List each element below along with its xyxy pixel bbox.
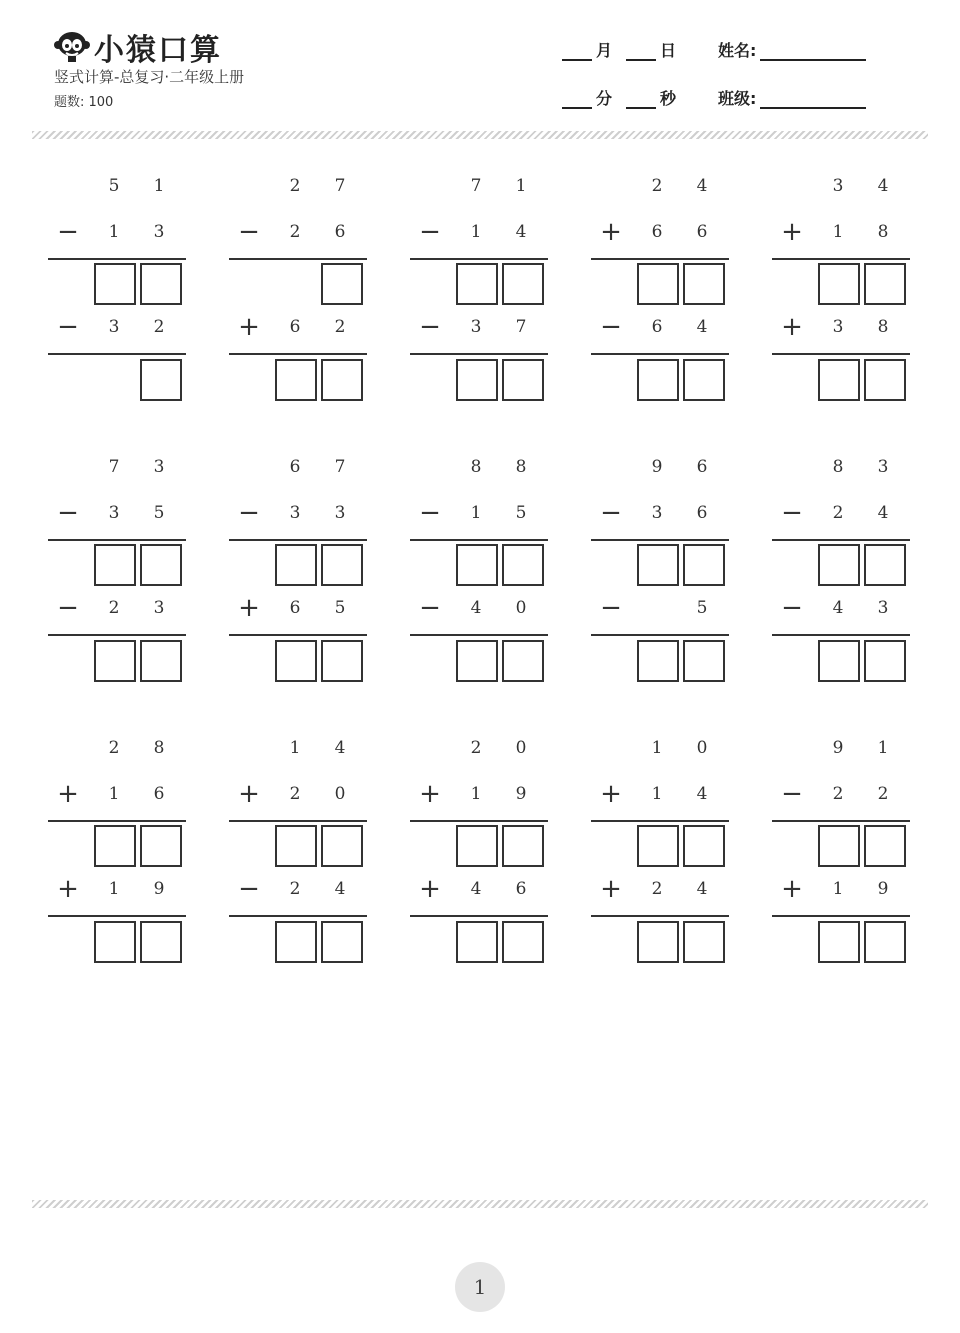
operator-sign: − bbox=[57, 217, 79, 247]
answer-box[interactable] bbox=[683, 359, 725, 401]
sum-line bbox=[229, 915, 367, 917]
n2-digit: 5 bbox=[153, 503, 165, 523]
sum-line bbox=[772, 915, 910, 917]
answer-box[interactable] bbox=[683, 263, 725, 305]
answer-box[interactable] bbox=[321, 921, 363, 963]
answer-box[interactable] bbox=[637, 359, 679, 401]
n3-digit: 5 bbox=[696, 598, 708, 618]
n3-digit: 2 bbox=[108, 598, 120, 618]
minute-label: 分 bbox=[596, 89, 613, 108]
answer-box[interactable] bbox=[456, 640, 498, 682]
answer-box[interactable] bbox=[637, 921, 679, 963]
answer-box[interactable] bbox=[321, 359, 363, 401]
answer-box[interactable] bbox=[502, 263, 544, 305]
n2-digit: 6 bbox=[153, 784, 165, 804]
n3-digit: 9 bbox=[877, 879, 889, 899]
answer-box[interactable] bbox=[818, 640, 860, 682]
operator-sign: + bbox=[238, 779, 260, 809]
answer-box[interactable] bbox=[864, 921, 906, 963]
problem-9 bbox=[591, 455, 729, 685]
sum-line bbox=[410, 915, 548, 917]
name-label: 姓名: bbox=[718, 41, 757, 60]
n1-digit: 3 bbox=[877, 457, 889, 477]
operator-sign: + bbox=[419, 874, 441, 904]
sum-line bbox=[48, 353, 186, 355]
answer-box[interactable] bbox=[140, 263, 182, 305]
n1-digit: 1 bbox=[877, 738, 889, 758]
answer-box[interactable] bbox=[864, 544, 906, 586]
n3-digit: 4 bbox=[334, 879, 346, 899]
n3-digit: 4 bbox=[696, 317, 708, 337]
sum-line bbox=[229, 353, 367, 355]
n3-digit: 3 bbox=[877, 598, 889, 618]
n1-digit: 9 bbox=[832, 738, 844, 758]
sum-line bbox=[229, 820, 367, 822]
n3-digit: 0 bbox=[515, 598, 527, 618]
sum-line bbox=[591, 539, 729, 541]
n1-digit: 2 bbox=[108, 738, 120, 758]
n2-digit: 3 bbox=[108, 503, 120, 523]
operator-sign: − bbox=[419, 498, 441, 528]
n1-digit: 4 bbox=[877, 176, 889, 196]
n1-digit: 3 bbox=[832, 176, 844, 196]
n1-digit: 7 bbox=[334, 176, 346, 196]
answer-box[interactable] bbox=[321, 263, 363, 305]
answer-box[interactable] bbox=[637, 544, 679, 586]
sum-line bbox=[229, 634, 367, 636]
n2-digit: 2 bbox=[832, 784, 844, 804]
n2-digit: 6 bbox=[696, 503, 708, 523]
operator-sign: − bbox=[57, 498, 79, 528]
operator-sign: − bbox=[238, 874, 260, 904]
n3-digit: 2 bbox=[334, 317, 346, 337]
operator-sign: − bbox=[57, 593, 79, 623]
n1-digit: 7 bbox=[334, 457, 346, 477]
operator-sign: + bbox=[238, 593, 260, 623]
answer-box[interactable] bbox=[683, 640, 725, 682]
answer-box[interactable] bbox=[864, 359, 906, 401]
operator-sign: − bbox=[781, 498, 803, 528]
sum-line bbox=[772, 539, 910, 541]
answer-box[interactable] bbox=[140, 825, 182, 867]
class-label: 班级: bbox=[718, 89, 757, 108]
answer-box[interactable] bbox=[864, 640, 906, 682]
n2-digit: 3 bbox=[651, 503, 663, 523]
answer-box[interactable] bbox=[140, 640, 182, 682]
n2-digit: 6 bbox=[651, 222, 663, 242]
operator-sign: − bbox=[419, 217, 441, 247]
n3-digit: 6 bbox=[289, 598, 301, 618]
answer-box[interactable] bbox=[275, 359, 317, 401]
n1-digit: 9 bbox=[651, 457, 663, 477]
answer-box[interactable] bbox=[321, 825, 363, 867]
n1-digit: 2 bbox=[470, 738, 482, 758]
sum-line bbox=[410, 634, 548, 636]
n1-digit: 0 bbox=[515, 738, 527, 758]
n1-digit: 3 bbox=[153, 457, 165, 477]
answer-box[interactable] bbox=[864, 263, 906, 305]
n1-digit: 1 bbox=[651, 738, 663, 758]
answer-box[interactable] bbox=[683, 921, 725, 963]
n1-digit: 2 bbox=[289, 176, 301, 196]
n3-digit: 9 bbox=[153, 879, 165, 899]
n3-digit: 6 bbox=[289, 317, 301, 337]
n3-digit: 6 bbox=[651, 317, 663, 337]
sheet-subtitle: 竖式计算-总复习·二年级上册 bbox=[54, 68, 245, 86]
sum-line bbox=[591, 258, 729, 260]
n3-digit: 8 bbox=[877, 317, 889, 337]
n3-digit: 1 bbox=[108, 879, 120, 899]
month-label: 月 bbox=[596, 41, 613, 60]
n3-digit: 3 bbox=[470, 317, 482, 337]
operator-sign: + bbox=[57, 779, 79, 809]
problem-count: 题数: 100 bbox=[54, 95, 114, 110]
sum-line bbox=[591, 820, 729, 822]
problem-13 bbox=[410, 736, 548, 966]
n1-digit: 4 bbox=[696, 176, 708, 196]
answer-box[interactable] bbox=[637, 825, 679, 867]
answer-box[interactable] bbox=[94, 544, 136, 586]
sum-line bbox=[591, 353, 729, 355]
n3-digit: 4 bbox=[832, 598, 844, 618]
answer-box[interactable] bbox=[637, 263, 679, 305]
sum-line bbox=[772, 820, 910, 822]
problem-3 bbox=[410, 174, 548, 404]
answer-box[interactable] bbox=[818, 544, 860, 586]
n3-digit: 3 bbox=[108, 317, 120, 337]
n3-digit: 2 bbox=[153, 317, 165, 337]
n2-digit: 6 bbox=[334, 222, 346, 242]
answer-box[interactable] bbox=[818, 263, 860, 305]
page-number: 1 bbox=[455, 1262, 505, 1312]
sum-line bbox=[410, 258, 548, 260]
operator-sign: − bbox=[419, 312, 441, 342]
answer-box[interactable] bbox=[818, 825, 860, 867]
sum-line bbox=[48, 915, 186, 917]
answer-box[interactable] bbox=[140, 359, 182, 401]
n1-digit: 8 bbox=[832, 457, 844, 477]
n1-digit: 1 bbox=[515, 176, 527, 196]
n2-digit: 3 bbox=[289, 503, 301, 523]
n2-digit: 6 bbox=[696, 222, 708, 242]
n2-digit: 8 bbox=[877, 222, 889, 242]
answer-box[interactable] bbox=[94, 263, 136, 305]
second-label: 秒 bbox=[660, 89, 677, 108]
operator-sign: + bbox=[781, 874, 803, 904]
answer-box[interactable] bbox=[94, 921, 136, 963]
answer-box[interactable] bbox=[456, 825, 498, 867]
n2-digit: 1 bbox=[470, 503, 482, 523]
answer-box[interactable] bbox=[502, 544, 544, 586]
problem-11 bbox=[48, 736, 186, 966]
answer-box[interactable] bbox=[321, 544, 363, 586]
answer-box[interactable] bbox=[818, 359, 860, 401]
n3-digit: 2 bbox=[651, 879, 663, 899]
n1-digit: 4 bbox=[334, 738, 346, 758]
answer-box[interactable] bbox=[94, 640, 136, 682]
n1-digit: 1 bbox=[289, 738, 301, 758]
n2-digit: 1 bbox=[832, 222, 844, 242]
answer-box[interactable] bbox=[275, 825, 317, 867]
brand-name: 小猿口算 bbox=[94, 33, 222, 68]
operator-sign: + bbox=[600, 874, 622, 904]
operator-sign: − bbox=[781, 779, 803, 809]
answer-box[interactable] bbox=[456, 263, 498, 305]
n3-digit: 4 bbox=[470, 879, 482, 899]
answer-box[interactable] bbox=[683, 825, 725, 867]
problem-14 bbox=[591, 736, 729, 966]
n3-digit: 3 bbox=[832, 317, 844, 337]
n2-digit: 4 bbox=[696, 784, 708, 804]
answer-box[interactable] bbox=[502, 825, 544, 867]
n2-digit: 3 bbox=[153, 222, 165, 242]
sum-line bbox=[772, 258, 910, 260]
n1-digit: 5 bbox=[108, 176, 120, 196]
problem-1 bbox=[48, 174, 186, 404]
n3-digit: 6 bbox=[515, 879, 527, 899]
n1-digit: 2 bbox=[651, 176, 663, 196]
sum-line bbox=[410, 353, 548, 355]
sum-line bbox=[410, 820, 548, 822]
n2-digit: 5 bbox=[515, 503, 527, 523]
n2-digit: 2 bbox=[289, 784, 301, 804]
n3-digit: 5 bbox=[334, 598, 346, 618]
operator-sign: + bbox=[781, 217, 803, 247]
problem-2 bbox=[229, 174, 367, 404]
answer-box[interactable] bbox=[275, 921, 317, 963]
n3-digit: 4 bbox=[696, 879, 708, 899]
n1-digit: 6 bbox=[696, 457, 708, 477]
n2-digit: 3 bbox=[334, 503, 346, 523]
n2-digit: 0 bbox=[334, 784, 346, 804]
problem-6 bbox=[48, 455, 186, 685]
sum-line bbox=[591, 634, 729, 636]
operator-sign: − bbox=[781, 593, 803, 623]
n2-digit: 2 bbox=[289, 222, 301, 242]
operator-sign: − bbox=[238, 217, 260, 247]
n3-digit: 3 bbox=[153, 598, 165, 618]
operator-sign: − bbox=[600, 312, 622, 342]
problem-5 bbox=[772, 174, 910, 404]
n2-digit: 1 bbox=[108, 784, 120, 804]
n2-digit: 1 bbox=[470, 784, 482, 804]
problem-12 bbox=[229, 736, 367, 966]
answer-box[interactable] bbox=[94, 825, 136, 867]
n2-digit: 9 bbox=[515, 784, 527, 804]
answer-box[interactable] bbox=[818, 921, 860, 963]
n1-digit: 8 bbox=[515, 457, 527, 477]
n1-digit: 6 bbox=[289, 457, 301, 477]
problem-10 bbox=[772, 455, 910, 685]
problem-15 bbox=[772, 736, 910, 966]
operator-sign: − bbox=[238, 498, 260, 528]
answer-box[interactable] bbox=[275, 640, 317, 682]
answer-box[interactable] bbox=[140, 921, 182, 963]
sum-line bbox=[410, 539, 548, 541]
day-label: 日 bbox=[660, 41, 677, 60]
answer-box[interactable] bbox=[502, 921, 544, 963]
answer-box[interactable] bbox=[683, 544, 725, 586]
operator-sign: − bbox=[57, 312, 79, 342]
sum-line bbox=[48, 539, 186, 541]
sum-line bbox=[48, 634, 186, 636]
n3-digit: 2 bbox=[289, 879, 301, 899]
answer-box[interactable] bbox=[140, 544, 182, 586]
operator-sign: − bbox=[419, 593, 441, 623]
answer-box[interactable] bbox=[456, 359, 498, 401]
n2-digit: 4 bbox=[877, 503, 889, 523]
answer-box[interactable] bbox=[502, 359, 544, 401]
n2-digit: 1 bbox=[108, 222, 120, 242]
sum-line bbox=[48, 820, 186, 822]
sum-line bbox=[591, 915, 729, 917]
answer-box[interactable] bbox=[275, 544, 317, 586]
answer-box[interactable] bbox=[864, 825, 906, 867]
operator-sign: − bbox=[600, 498, 622, 528]
answer-box[interactable] bbox=[456, 921, 498, 963]
operator-sign: + bbox=[57, 874, 79, 904]
n1-digit: 8 bbox=[153, 738, 165, 758]
sum-line bbox=[229, 258, 367, 260]
n1-digit: 7 bbox=[108, 457, 120, 477]
sum-line bbox=[48, 258, 186, 260]
sum-line bbox=[772, 634, 910, 636]
problem-8 bbox=[410, 455, 548, 685]
n3-digit: 4 bbox=[470, 598, 482, 618]
n1-digit: 1 bbox=[153, 176, 165, 196]
n2-digit: 1 bbox=[651, 784, 663, 804]
answer-box[interactable] bbox=[456, 544, 498, 586]
operator-sign: + bbox=[781, 312, 803, 342]
operator-sign: + bbox=[238, 312, 260, 342]
n2-digit: 2 bbox=[877, 784, 889, 804]
n1-digit: 8 bbox=[470, 457, 482, 477]
bottom-divider bbox=[32, 1200, 928, 1208]
n1-digit: 0 bbox=[696, 738, 708, 758]
problem-7 bbox=[229, 455, 367, 685]
sum-line bbox=[229, 539, 367, 541]
operator-sign: + bbox=[600, 779, 622, 809]
answer-box[interactable] bbox=[502, 640, 544, 682]
operator-sign: + bbox=[419, 779, 441, 809]
n3-digit: 7 bbox=[515, 317, 527, 337]
operator-sign: + bbox=[600, 217, 622, 247]
n2-digit: 2 bbox=[832, 503, 844, 523]
n2-digit: 1 bbox=[470, 222, 482, 242]
answer-box[interactable] bbox=[321, 640, 363, 682]
n1-digit: 7 bbox=[470, 176, 482, 196]
operator-sign: − bbox=[600, 593, 622, 623]
n2-digit: 4 bbox=[515, 222, 527, 242]
answer-box[interactable] bbox=[637, 640, 679, 682]
n3-digit: 1 bbox=[832, 879, 844, 899]
problem-4 bbox=[591, 174, 729, 404]
sum-line bbox=[772, 353, 910, 355]
